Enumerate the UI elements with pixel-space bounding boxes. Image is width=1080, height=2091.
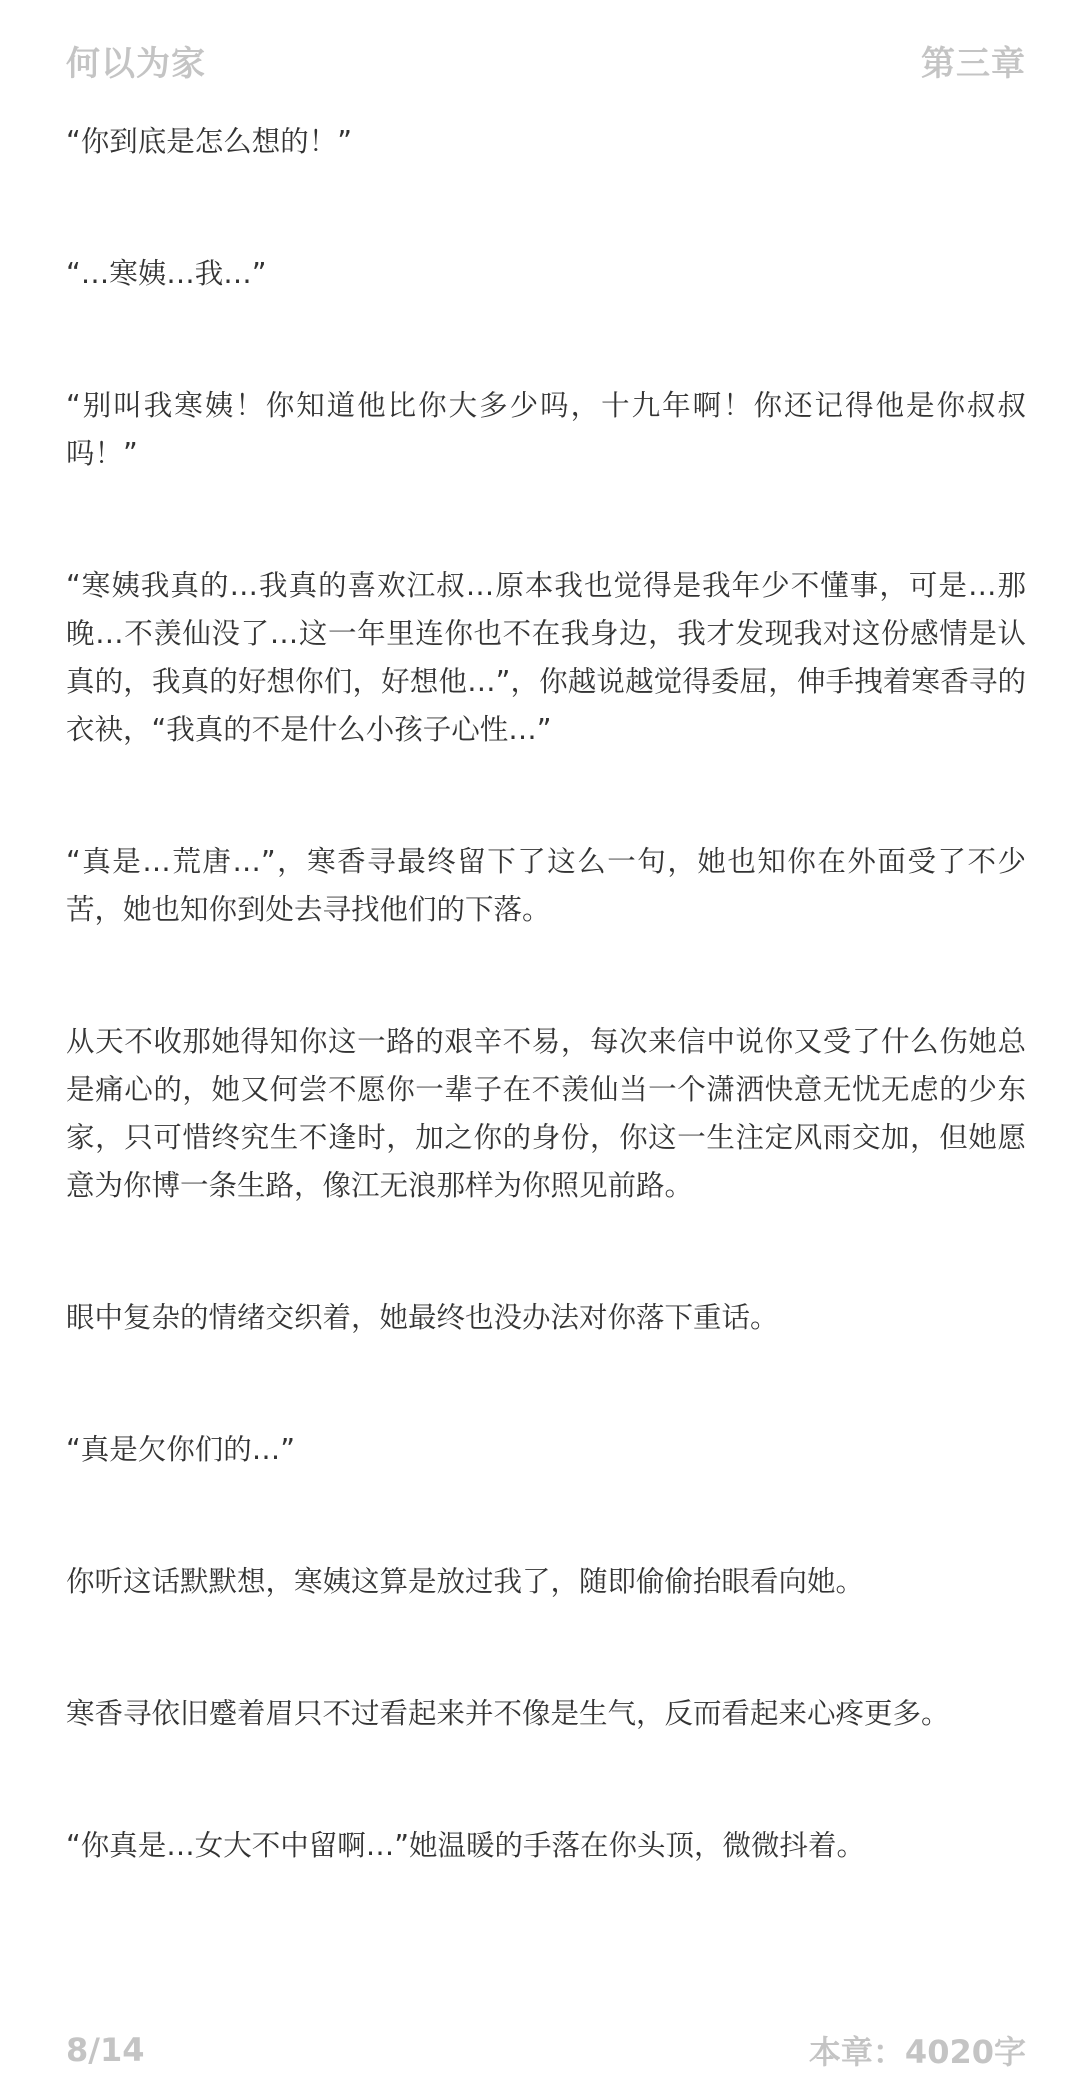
- book-title: 何以为家: [66, 43, 206, 84]
- reader-header: [66, 30, 1026, 90]
- paragraph: “你真是…女大不中留啊…”她温暖的手落在你头顶，微微抖着。: [66, 1829, 866, 1862]
- page-indicator: 8/14: [66, 2031, 145, 2069]
- paragraph: 寒香寻依旧蹙着眉只不过看起来并不像是生气，反而看起来心疼更多。: [66, 1697, 950, 1730]
- paragraph: 从天不收那她得知你这一路的艰辛不易，每次来信中说你又受了什么伤她总是痛心的，她又何尝不愿你一辈子在不羡仙当一个潇洒快意无忧无虑的少东家，只可惜终究生不逢时，加之你的身份，你这一生注定风雨交加，但她愿意为你博一条生路，像江无浪那样为你照见前路。: [66, 1025, 1026, 1202]
- paragraph: “…寒姨…我…”: [66, 257, 267, 290]
- paragraph: 眼中复杂的情绪交织着，她最终也没办法对你落下重话。: [66, 1301, 779, 1334]
- paragraph: “真是欠你们的…”: [66, 1433, 296, 1466]
- paragraph: “你到底是怎么想的！”: [66, 125, 353, 158]
- paragraph: “寒姨我真的…我真的喜欢江叔…原本我也觉得是我年少不懂事，可是…那晚…不羡仙没了…这一年里连你也不在我身边，我才发现我对这份感情是认真的，我真的好想你们，好想他…”，你越说越觉得委屈，伸手拽着寒香寻的衣袂，“我真的不是什么小孩子心性…”: [66, 569, 1026, 746]
- paragraph: 你听这话默默想，寒姨这算是放过我了，随即偷偷抬眼看向她。: [66, 1565, 865, 1598]
- chapter-content[interactable]: [66, 118, 1026, 1954]
- chapter-title: 第三章: [921, 43, 1026, 84]
- paragraph: “真是…荒唐…”，寒香寻最终留下了这么一句，她也知你在外面受了不少苦，她也知你到处去寻找他们的下落。: [66, 845, 1026, 926]
- reader-footer: [66, 2025, 1026, 2075]
- paragraph: “别叫我寒姨！你知道他比你大多少吗，十九年啊！你还记得他是你叔叔吗！”: [66, 389, 1026, 470]
- chapter-word-count: 本章：4020字: [808, 2033, 1026, 2071]
